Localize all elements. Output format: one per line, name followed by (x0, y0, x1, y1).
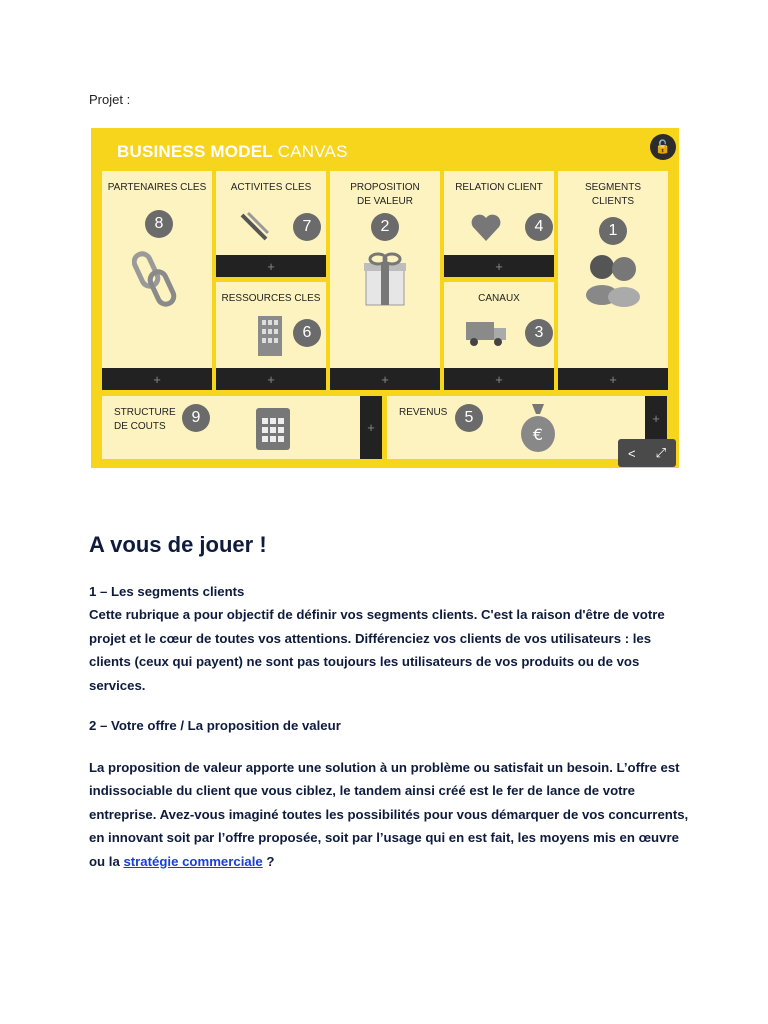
cell-segments-clients[interactable] (558, 171, 668, 368)
fullscreen-icon[interactable]: ⤢ (655, 445, 666, 460)
stapler-icon (238, 209, 272, 243)
cell-label: STRUCTURE DE COUTS (114, 407, 176, 432)
add-segments-button[interactable]: + (558, 368, 668, 390)
gift-icon (362, 251, 408, 307)
truck-icon (464, 318, 510, 348)
add-relation-button[interactable]: + (444, 255, 554, 277)
canvas-title-bold: BUSINESS MODEL (117, 142, 273, 161)
money-bag-icon (519, 400, 557, 454)
add-ressources-button[interactable]: + (216, 368, 326, 390)
section2-title: 2 – Votre offre / La proposition de valeur (89, 718, 341, 733)
add-revenus-button[interactable]: + (645, 396, 667, 440)
cell-activites-cles[interactable] (216, 171, 326, 255)
number-badge: 3 (525, 319, 553, 347)
cell-label: REVENUS (399, 407, 448, 418)
number-badge: 8 (145, 210, 173, 238)
cell-revenus[interactable] (387, 396, 645, 459)
calculator-icon (254, 406, 292, 452)
cell-proposition-de-valeur[interactable] (330, 171, 440, 368)
number-badge: 7 (293, 213, 321, 241)
number-badge: 9 (182, 404, 210, 432)
section-proposition-valeur (89, 714, 689, 737)
people-icon (582, 251, 644, 307)
section2-body-block (89, 756, 689, 873)
section-heading: A vous de jouer ! (89, 532, 267, 557)
add-partenaires-button[interactable]: + (102, 368, 212, 390)
cell-label: CANAUX (478, 293, 520, 304)
section2-tail: ? (262, 853, 275, 869)
number-badge: 4 (525, 213, 553, 241)
building-icon (256, 314, 284, 358)
number-badge: 5 (455, 404, 483, 432)
cell-label: SEGMENTS CLIENTS (584, 182, 642, 207)
cell-label: ACTIVITES CLES (230, 182, 312, 193)
cell-ressources-cles[interactable] (216, 282, 326, 368)
number-badge: 1 (599, 217, 627, 245)
cell-label: RELATION CLIENT (455, 182, 543, 193)
add-activites-button[interactable]: + (216, 255, 326, 277)
cell-canaux[interactable] (444, 282, 554, 368)
cell-structure-de-couts[interactable] (102, 396, 360, 459)
chain-link-icon (132, 249, 182, 309)
cell-label: PARTENAIRES CLES (107, 182, 207, 193)
cell-label: PROPOSITION DE VALEUR (350, 182, 420, 207)
number-badge: 2 (371, 213, 399, 241)
svg-text:€: € (532, 425, 544, 444)
section1-body: Cette rubrique a pour objectif de définir vos segments clients. C'est la raison d'être de votre projet et le cœur de toutes vos attentions. Différenciez vos clients de vos utilisateurs : les clients (ceux qui payent) ne sont pas toujours les utilisateurs de vos produits ou de vos services. (89, 607, 665, 693)
business-model-canvas-image (91, 128, 679, 468)
section2-body: La proposition de valeur apporte une solution à un problème ou satisfait un besoin. L’offre est indissociable du client que vous ciblez, le tandem ainsi créé est le fer de lance de votre entreprise. Avez-vous imaginé toutes les possibilités pour vous démarquer de vos concurrents, en innovant soit par l’offre proposée, soit par l’usage qui en est fait, les moyens mis en œuvre ou la (89, 760, 689, 869)
add-proposition-button[interactable]: + (330, 368, 440, 390)
share-icon[interactable]: < (628, 445, 636, 461)
section-segments-clients (89, 580, 689, 697)
cell-partenaires-cles[interactable] (102, 171, 212, 368)
projet-label: Projet : (89, 92, 131, 107)
canvas-title-light: CANVAS (277, 142, 348, 161)
strategie-commerciale-link[interactable]: stratégie commerciale (123, 853, 263, 869)
section1-title: 1 – Les segments clients (89, 584, 245, 599)
number-badge: 6 (293, 319, 321, 347)
canvas-title (117, 142, 348, 162)
lock-icon[interactable]: 🔓 (650, 134, 676, 160)
add-canaux-button[interactable]: + (444, 368, 554, 390)
share-toolbar (618, 439, 676, 467)
add-structure-button[interactable]: + (360, 396, 382, 459)
cell-label: RESSOURCES CLES (221, 293, 321, 304)
cell-relation-client[interactable] (444, 171, 554, 255)
heart-icon (470, 213, 502, 243)
